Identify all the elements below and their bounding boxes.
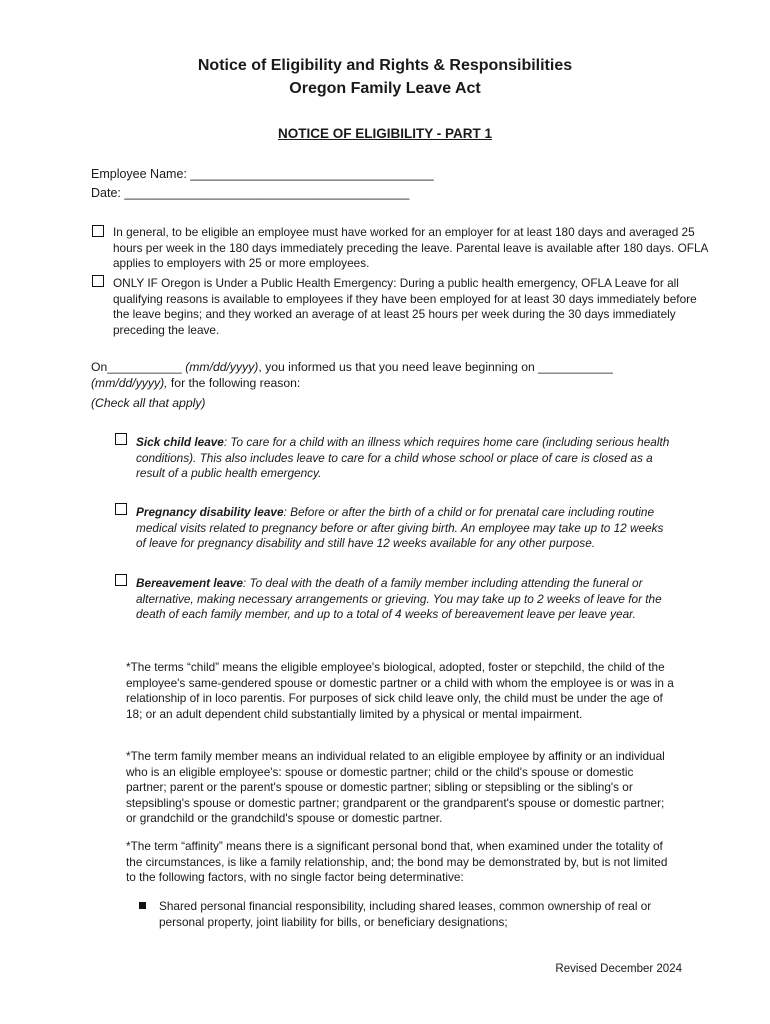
document-subtitle: Oregon Family Leave Act [289, 80, 481, 97]
check-all-note: (Check all that apply) [91, 396, 206, 410]
shared-financial-responsibility-item: Shared personal financial responsibility, including shared leases, common ownership of real or personal property, joint liability for bills, or beneficiary designations; [159, 899, 652, 929]
reason-lead-in: for the following reason: [167, 375, 301, 390]
pregnancy-disability-leave-text [136, 505, 676, 552]
sick-child-leave-text [136, 435, 676, 482]
pregnancy-disability-leave-title: Pregnancy disability leave [136, 505, 284, 519]
pregnancy-disability-leave-checkbox[interactable] [115, 503, 127, 515]
bereavement-leave-checkbox[interactable] [115, 574, 127, 586]
date-field[interactable]: Date: _________________________________________ [91, 186, 410, 200]
leave-start-date-blank[interactable]: , you informed us that you need leave beginning on ___________ [258, 360, 613, 374]
date-format-hint: (mm/dd/yyyy) [185, 360, 259, 374]
leave-request-statement [91, 360, 661, 391]
date-format-hint-2: (mm/dd/yyyy), [91, 375, 168, 390]
bereavement-leave-text [136, 576, 676, 623]
general-eligibility-text: In general, to be eligible an employee must have worked for an employer for at least 180 days and averaged 25 hours per week in the 180 days immediately preceding the leave. Parental leave is available after 180 days. OFLA applies to employers with 25 or more employees. [113, 225, 708, 270]
section-title: NOTICE OF ELIGIBILITY - PART 1 [277, 126, 492, 141]
leave-notice-date-blank[interactable]: On___________ [91, 360, 186, 374]
affinity-definition: *The term “affinity” means there is a significant personal bond that, when examined under the totality of the circumstances, is like a family relationship, and; the bond may be demonstrated by, but is not limited to the following factors, with no single factor being determinative: [126, 839, 668, 884]
sick-child-leave-title: Sick child leave [136, 435, 224, 449]
revision-date: Revised December 2024 [555, 963, 682, 975]
sick-child-leave-description: : To care for a child with an illness which requires home care (including serious health conditions). This also includes leave to care for a child whose school or place of care is closed as a result of a public health emergency. [136, 435, 670, 480]
employee-name-field[interactable]: Employee Name: ___________________________________ [91, 167, 434, 181]
public-health-emergency-text: ONLY IF Oregon is Under a Public Health Emergency: During a public health emergency, OFLA Leave for all qualifying reasons is available to employees if they have been employed for at least 30 days immediately before the leave begins; and they worked an average of at least 25 hours per week during the 30 days immediately preceding the leave. [113, 276, 697, 337]
family-member-definition: *The term family member means an individual related to an eligible employee by affinity or an individual who is an eligible employee's: spouse or domestic partner; child or the child's spouse or domestic partner; parent or the parent's spouse or domestic partner; sibling or stepsibling or the sibling's or stepsibling's spouse or domestic partner; grandparent or the grandparent's spouse or domestic partner; or grandchild or the grandchild's spouse or domestic partner. [126, 749, 665, 825]
sick-child-leave-checkbox[interactable] [115, 433, 127, 445]
document-title: Notice of Eligibility and Rights & Responsibilities [197, 57, 573, 74]
general-eligibility-checkbox[interactable] [92, 225, 104, 237]
pregnancy-disability-leave-description: : Before or after the birth of a child or for prenatal care including routine medical visits related to pregnancy before or after giving birth. An employee may take up to 12 weeks of leave for pregnancy disability and still have 12 weeks available for any other purpose. [136, 505, 664, 550]
child-definition: *The terms “child” means the eligible employee's biological, adopted, foster or stepchild, the child of the employee's same-gendered spouse or domestic partner or a child with whom the employee is or was in a relationship of in loco parentis. For purposes of sick child leave only, the child must be under the age of 18; or an adult dependent child substantially limited by a physical or mental impairment. [126, 660, 674, 721]
bullet-icon [139, 902, 146, 909]
bereavement-leave-description: : To deal with the death of a family member including attending the funeral or alternative, making necessary arrangements or grieving. You may take up to 2 weeks of leave for the death of each family member, and up to a total of 4 weeks of bereavement leave per leave year. [136, 576, 662, 621]
public-health-emergency-checkbox[interactable] [92, 275, 104, 287]
bereavement-leave-title: Bereavement leave [136, 576, 243, 590]
